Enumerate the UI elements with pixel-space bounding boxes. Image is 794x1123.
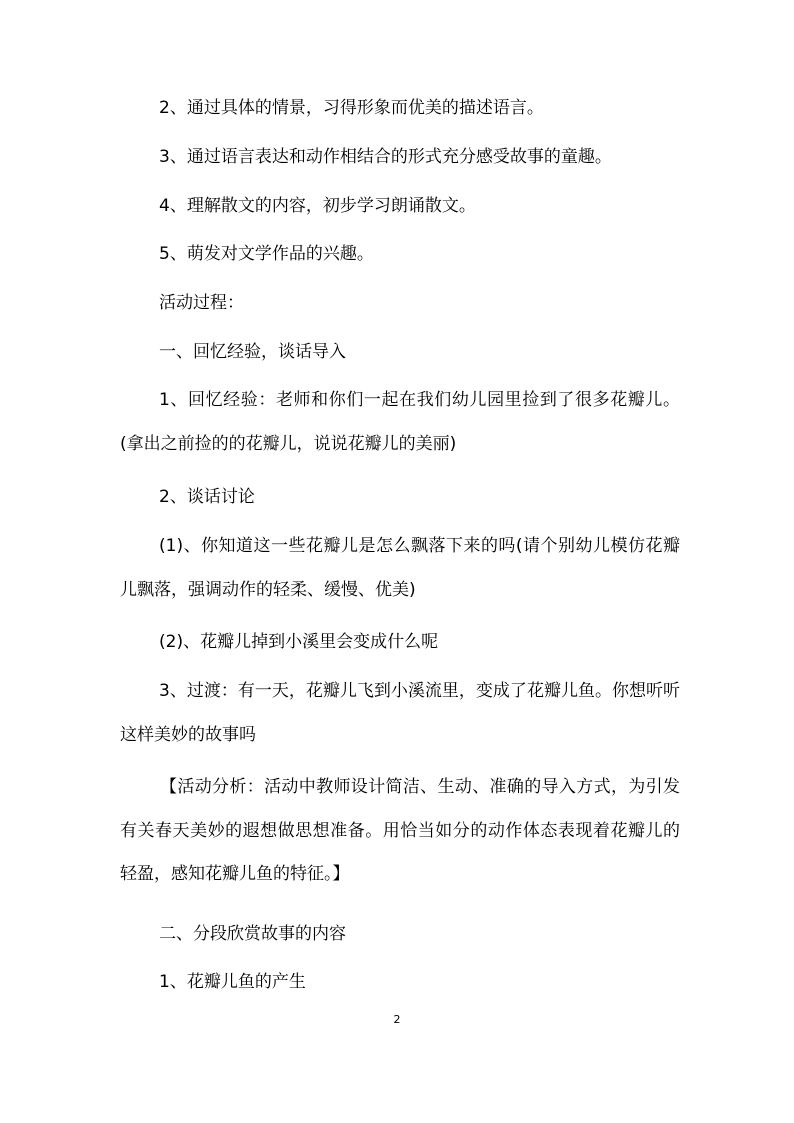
- page-number: 2: [393, 1013, 401, 1026]
- paragraph-discussion: 2、谈话讨论: [159, 487, 255, 507]
- section-heading-part-2: 二、分段欣赏故事的内容: [159, 924, 346, 944]
- paragraph-recall-experience: 1、回忆经验：老师和你们一起在我们幼儿园里捡到了很多花瓣儿。(拿出之前捡的的花瓣儿，说说花瓣儿的美丽): [120, 390, 680, 454]
- paragraph-goal-4: 4、理解散文的内容，初步学习朗诵散文。: [159, 196, 476, 216]
- paragraph-petal-fish-origin: 1、花瓣儿鱼的产生: [159, 972, 306, 992]
- section-heading-activity-process: 活动过程：: [159, 293, 244, 313]
- section-heading-part-1: 一、回忆经验，谈话导入: [159, 342, 346, 362]
- paragraph-goal-2: 2、通过具体的情景，习得形象而优美的描述语言。: [159, 98, 544, 118]
- paragraph-question-1: (1)、你知道这一些花瓣儿是怎么飘落下来的吗(请个别幼儿模仿花瓣儿飘落，强调动作的轻柔、缓慢、优美): [120, 536, 680, 600]
- paragraph-question-2: (2)、花瓣儿掉到小溪里会变成什么呢: [159, 632, 439, 652]
- paragraph-goal-5: 5、萌发对文学作品的兴趣。: [159, 244, 374, 264]
- paragraph-transition: 3、过渡：有一天，花瓣儿飞到小溪流里，变成了花瓣儿鱼。你想听听这样美妙的故事吗: [120, 681, 680, 745]
- paragraph-goal-3: 3、通过语言表达和动作相结合的形式充分感受故事的童趣。: [159, 147, 612, 167]
- paragraph-activity-analysis: 【活动分析：活动中教师设计简洁、生动、准确的导入方式，为引发有关春天美妙的遐想做思想准备。用恰当如分的动作体态表现着花瓣儿的轻盈，感知花瓣儿鱼的特征。】: [120, 777, 680, 884]
